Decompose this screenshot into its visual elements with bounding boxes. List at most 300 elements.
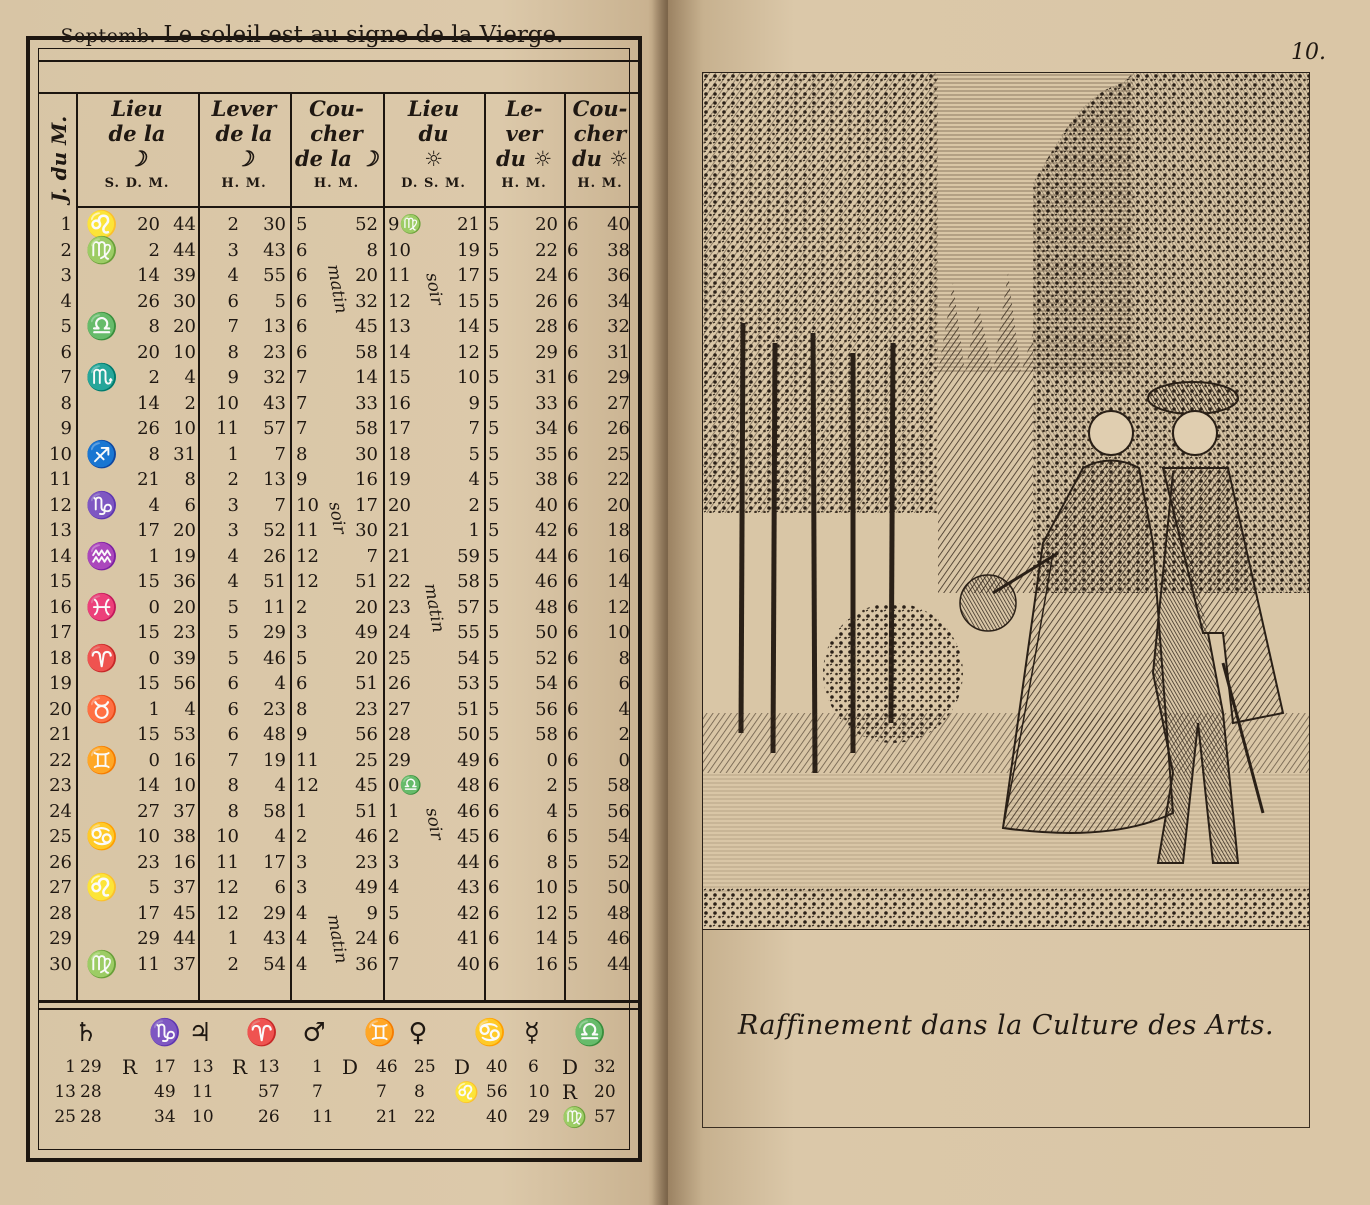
table-cell: 11: [263, 596, 286, 618]
table-cell: 18: [607, 520, 630, 541]
table-cell: 46: [457, 800, 480, 822]
table-cell: 48: [535, 596, 558, 618]
table-cell: 6: [488, 749, 500, 771]
column-unit-label: H. M.: [313, 176, 360, 191]
day-number: 9: [60, 418, 72, 439]
table-cell: 49: [355, 877, 378, 898]
table-cell: 30: [173, 290, 196, 312]
table-cell: 48: [457, 775, 480, 796]
table-cell: 9: [366, 902, 378, 924]
table-cell: [80, 773, 124, 799]
table-cell: 5: [488, 622, 500, 643]
table-cell: 17: [457, 265, 480, 286]
table-cell: 59: [457, 545, 480, 567]
table-cell: [80, 340, 124, 366]
table-cell: 56: [607, 800, 630, 822]
table-cell: 19: [388, 469, 411, 490]
table-cell: 6: [388, 928, 400, 949]
table-cell: 34: [535, 418, 558, 439]
table-cell: 6: [488, 826, 500, 847]
planet-cell: 8: [414, 1082, 425, 1102]
planet-cell: 10: [528, 1082, 550, 1102]
table-cell: 17: [355, 494, 378, 516]
table-cell: 6: [567, 290, 579, 312]
table-cell: 31: [535, 367, 558, 388]
day-number: 15: [49, 571, 72, 592]
table-cell: 24: [388, 622, 411, 643]
table-cell: 5: [488, 341, 500, 363]
table-cell: 7: [296, 367, 308, 388]
table-cell: 44: [173, 928, 196, 949]
table-cell: 58: [355, 341, 378, 363]
table-cell: 6: [567, 239, 579, 261]
table-cell: 12: [388, 290, 411, 312]
table-cell: 17: [137, 520, 160, 541]
table-cell: 5: [296, 214, 308, 235]
table-cell: 25: [607, 443, 630, 465]
table-cell: 3: [296, 622, 308, 643]
column-header-line: Lieu: [407, 96, 460, 121]
table-cell: 6: [296, 290, 308, 312]
table-cell: 20: [173, 520, 196, 541]
table-cell: 5: [567, 902, 579, 924]
table-cell: 42: [535, 520, 558, 541]
table-cell: 45: [355, 316, 378, 337]
table-cell: 8: [296, 698, 308, 720]
table-cell: 4: [274, 775, 286, 796]
table-cell: 2: [296, 596, 308, 618]
table-cell: 7: [388, 953, 400, 975]
table-cell: 46: [535, 571, 558, 592]
table-cell: 40: [535, 494, 558, 516]
table-cell: 0: [618, 749, 630, 771]
table-cell: 4: [546, 800, 558, 822]
table-cell: 32: [355, 290, 378, 312]
table-cell: ♒: [85, 541, 119, 572]
table-cell: 5: [488, 265, 500, 286]
day-number: 11: [49, 469, 72, 490]
table-cell: 27: [388, 698, 411, 720]
table-cell: 31: [173, 443, 196, 465]
table-cell: 8: [546, 851, 558, 873]
table-cell: 5: [488, 571, 500, 592]
table-cell: 53: [173, 724, 196, 745]
table-cell: 1: [148, 698, 160, 720]
table-cell: 36: [607, 265, 630, 286]
table-cell: 52: [535, 647, 558, 669]
planet-cell: R: [562, 1080, 578, 1104]
day-number: 20: [49, 698, 72, 720]
table-cell: 54: [457, 647, 480, 669]
page-number: 10.: [1291, 40, 1326, 65]
planet-cell: 6: [528, 1057, 539, 1077]
table-cell: 21: [388, 520, 411, 541]
table-cell: 1: [148, 545, 160, 567]
table-cell: 6: [567, 469, 579, 490]
day-number: 2: [60, 239, 72, 261]
table-cell: 5: [488, 443, 500, 465]
table-cell: 41: [457, 928, 480, 949]
table-cell: 20: [388, 494, 411, 516]
table-cell: 26: [607, 418, 630, 439]
table-cell: 1: [296, 800, 308, 822]
table-cell: 12: [296, 545, 319, 567]
time-of-day-annotation: matin: [322, 912, 351, 966]
table-cell: 2: [227, 469, 239, 490]
table-cell: 2: [227, 214, 239, 235]
table-cell: 0: [546, 749, 558, 771]
table-cell: ♌: [85, 873, 119, 903]
column-unit-label: S. D. M.: [104, 176, 170, 191]
table-cell: 9: [296, 469, 308, 490]
table-cell: 15: [457, 290, 480, 312]
table-cell: 14: [535, 928, 558, 949]
table-cell: ♎: [85, 312, 119, 342]
table-cell: 27: [137, 800, 160, 822]
column-divider: [484, 92, 486, 1000]
table-cell: 44: [173, 214, 196, 235]
table-cell: 7: [366, 545, 378, 567]
table-cell: 52: [607, 851, 630, 873]
table-cell: 6: [488, 928, 500, 949]
column-header-line: du ☼: [495, 146, 553, 171]
table-cell: 6: [488, 953, 500, 975]
table-cell: 5: [488, 698, 500, 720]
day-number: 13: [49, 520, 72, 541]
table-cell: 39: [173, 265, 196, 286]
table-cell: 6: [567, 520, 579, 541]
table-cell: 7: [468, 418, 480, 439]
table-cell: 16: [607, 545, 630, 567]
table-cell: 20: [137, 341, 160, 363]
column-header-line: cher: [573, 121, 627, 146]
table-cell: 29: [535, 341, 558, 363]
table-cell: 29: [388, 749, 411, 771]
table-cell: 56: [535, 698, 558, 720]
column-divider: [76, 92, 78, 1000]
planet-symbol: ♃: [188, 1018, 212, 1048]
day-number: 30: [49, 953, 72, 975]
table-cell: 26: [137, 290, 160, 312]
table-cell: 5: [488, 724, 500, 745]
table-cell: 5: [488, 469, 500, 490]
table-cell: 15: [137, 571, 160, 592]
table-cell: ♌: [85, 210, 119, 240]
table-cell: 5: [274, 290, 286, 312]
planet-cell: 28: [80, 1107, 102, 1127]
table-cell: 29: [607, 367, 630, 388]
table-cell: 18: [388, 443, 411, 465]
table-cell: 23: [137, 851, 160, 873]
table-cell: 10: [216, 826, 239, 847]
planet-cell: 46: [376, 1057, 398, 1077]
table-cell: 28: [535, 316, 558, 337]
table-cell: 54: [535, 673, 558, 694]
table-cell: [80, 671, 124, 697]
planet-cell: 29: [528, 1107, 550, 1127]
table-cell: 9: [468, 392, 480, 414]
table-cell: 6: [296, 316, 308, 337]
planet-cell: 34: [154, 1107, 176, 1127]
zodiac-sentence: Le soleil est au signe de la Vierge.: [163, 22, 564, 48]
table-cell: 22: [607, 469, 630, 490]
time-of-day-annotation: soir: [323, 500, 350, 537]
table-cell: 5: [148, 877, 160, 898]
table-cell: 1: [388, 800, 400, 822]
table-cell: 10: [173, 418, 196, 439]
table-cell: 2: [296, 826, 308, 847]
table-cell: 21: [137, 469, 160, 490]
table-cell: 6: [227, 290, 239, 312]
table-cell: 20: [355, 596, 378, 618]
table-cell: 6: [567, 392, 579, 414]
day-number: 29: [49, 928, 72, 949]
table-cell: ♑: [85, 490, 119, 521]
table-cell: 5: [488, 290, 500, 312]
table-cell: 45: [457, 826, 480, 847]
planet-cell: 25: [54, 1107, 76, 1127]
table-cell: 31: [607, 341, 630, 363]
table-cell: 26: [388, 673, 411, 694]
table-cell: 5: [567, 851, 579, 873]
table-cell: 10: [173, 341, 196, 363]
table-cell: 39: [173, 647, 196, 669]
table-cell: 11: [296, 749, 319, 771]
planet-cell: 25: [414, 1057, 436, 1077]
table-cell: 5: [488, 647, 500, 669]
table-cell: 3: [227, 520, 239, 541]
table-cell: 8: [366, 239, 378, 261]
table-cell: 8: [227, 800, 239, 822]
table-cell: 15: [388, 367, 411, 388]
table-cell: 58: [535, 724, 558, 745]
table-cell: 22: [535, 239, 558, 261]
table-cell: 5: [488, 392, 500, 414]
table-cell: 7: [274, 443, 286, 465]
table-cell: 57: [457, 596, 480, 618]
table-cell: 9: [227, 367, 239, 388]
table-cell: 8: [227, 341, 239, 363]
planet-symbol: ☿: [524, 1018, 540, 1048]
table-cell: 24: [535, 265, 558, 286]
table-cell: 5: [488, 494, 500, 516]
table-cell: 35: [535, 443, 558, 465]
table-cell: 44: [173, 239, 196, 261]
table-cell: 33: [355, 392, 378, 414]
planet-cell: 17: [154, 1057, 176, 1077]
table-cell: 51: [263, 571, 286, 592]
table-cell: 2: [388, 826, 400, 847]
table-cell: [80, 722, 124, 748]
column-header-line: de la ☽: [294, 146, 379, 171]
table-cell: 4: [227, 265, 239, 286]
table-cell: 2: [148, 239, 160, 261]
time-of-day-annotation: matin: [419, 581, 448, 634]
day-number: 17: [49, 622, 72, 643]
day-number: 7: [60, 367, 72, 388]
table-cell: 58: [607, 775, 630, 796]
table-cell: 14: [355, 367, 378, 388]
table-cell: 6: [227, 724, 239, 745]
table-cell: 6: [567, 265, 579, 286]
table-bottom-rule-inner: [38, 1008, 638, 1010]
table-cell: 20: [355, 647, 378, 669]
day-number: 21: [49, 724, 72, 745]
table-cell: 20: [535, 214, 558, 235]
column-header-line: ☼: [424, 146, 443, 171]
table-cell: 6: [567, 622, 579, 643]
table-cell: 2: [227, 953, 239, 975]
table-cell: 52: [355, 214, 378, 235]
table-cell: 44: [457, 851, 480, 873]
planet-cell: 49: [154, 1082, 176, 1102]
table-cell: 53: [457, 673, 480, 694]
table-cell: 1: [468, 520, 480, 541]
table-cell: 5: [227, 647, 239, 669]
table-cell: 14: [137, 392, 160, 414]
plate-caption: Raffinement dans la Culture des Arts.: [737, 1010, 1275, 1041]
table-cell: 6: [488, 775, 500, 796]
planet-cell: 11: [192, 1082, 214, 1102]
planet-cell: 56: [486, 1082, 508, 1102]
table-cell: 48: [607, 902, 630, 924]
table-cell: 7: [227, 749, 239, 771]
table-cell: 43: [263, 239, 286, 261]
table-cell: 26: [137, 418, 160, 439]
table-cell: 8: [618, 647, 630, 669]
table-cell: ♏: [85, 363, 119, 393]
table-cell: 2: [184, 392, 196, 414]
table-cell: 46: [355, 826, 378, 847]
day-number: 25: [49, 826, 72, 847]
table-cell: 21: [457, 214, 480, 235]
table-cell: 10: [173, 775, 196, 796]
table-cell: 6: [567, 673, 579, 694]
table-cell: 5: [468, 443, 480, 465]
table-cell: 58: [457, 571, 480, 592]
table-cell: 8: [148, 443, 160, 465]
table-cell: 12: [296, 775, 319, 796]
table-cell: 56: [355, 724, 378, 745]
table-cell: 2: [546, 775, 558, 796]
planet-cell: R: [122, 1055, 138, 1079]
table-cell: 0: [148, 596, 160, 618]
table-cell: 13: [388, 316, 411, 337]
table-cell: 4: [388, 877, 400, 898]
table-cell: 58: [263, 800, 286, 822]
table-cell: 9♍: [388, 214, 422, 235]
table-cell: 43: [457, 877, 480, 898]
table-cell: 52: [263, 520, 286, 541]
planet-cell: 26: [258, 1107, 280, 1127]
planet-symbol: ♋: [473, 1018, 507, 1048]
table-cell: ♉: [85, 694, 119, 725]
table-cell: 4: [184, 367, 196, 388]
table-cell: 6: [567, 749, 579, 771]
planet-cell: 7: [376, 1082, 387, 1102]
table-cell: [80, 391, 124, 417]
table-cell: 6: [296, 673, 308, 694]
planet-cell: 40: [486, 1057, 508, 1077]
column-header-line: ☽: [234, 146, 254, 171]
table-cell: 11: [216, 418, 239, 439]
table-cell: 4: [296, 953, 308, 975]
month-label: Septemb.: [60, 25, 157, 47]
table-cell: ♍: [85, 235, 119, 266]
table-cell: 10: [137, 826, 160, 847]
column-header-line: Cou-: [572, 96, 628, 121]
table-cell: 58: [355, 418, 378, 439]
table-cell: 3: [296, 851, 308, 873]
table-cell: 6: [567, 214, 579, 235]
table-cell: 5: [488, 520, 500, 541]
planet-symbol: ♄: [74, 1018, 98, 1048]
table-cell: 6: [296, 341, 308, 363]
table-cell: 48: [263, 724, 286, 745]
day-number: 1: [60, 214, 72, 235]
table-cell: 30: [355, 443, 378, 465]
planet-cell: 13: [192, 1057, 214, 1077]
planet-cell: 7: [312, 1082, 323, 1102]
day-number: 6: [60, 341, 72, 363]
table-cell: 25: [355, 749, 378, 771]
column-unit-label: H. M.: [577, 176, 623, 191]
table-cell: 9: [296, 724, 308, 745]
planet-cell: 32: [594, 1057, 616, 1077]
table-cell: 11: [216, 851, 239, 873]
table-cell: 17: [388, 418, 411, 439]
table-cell: 34: [607, 290, 630, 312]
table-cell: 32: [263, 367, 286, 388]
planet-cell: ♌: [454, 1080, 479, 1104]
table-cell: 0♎: [388, 775, 422, 796]
planet-cell: 40: [486, 1107, 508, 1127]
column-header-line: du ☼: [571, 146, 629, 171]
table-cell: 44: [607, 953, 630, 975]
table-cell: 6: [227, 698, 239, 720]
table-cell: 6: [227, 673, 239, 694]
column-unit-label: H. M.: [221, 176, 267, 191]
table-cell: 2: [618, 724, 630, 745]
table-cell: [80, 263, 124, 289]
table-cell: 6: [567, 571, 579, 592]
table-cell: [80, 289, 124, 315]
table-cell: 26: [535, 290, 558, 312]
table-cell: 51: [457, 698, 480, 720]
day-number: 24: [49, 800, 72, 822]
table-cell: 5: [567, 877, 579, 898]
planet-cell: 11: [312, 1107, 334, 1127]
planet-cell: 1: [65, 1057, 76, 1077]
table-cell: 5: [227, 596, 239, 618]
table-cell: 6: [567, 316, 579, 337]
table-cell: 6: [567, 647, 579, 669]
foreground-hedge: [703, 888, 1309, 929]
table-cell: 5: [567, 953, 579, 975]
planet-cell: 1: [312, 1057, 323, 1077]
table-cell: 20: [173, 596, 196, 618]
day-number: 12: [49, 494, 72, 516]
column-header-line: cher: [310, 121, 363, 146]
table-cell: 6: [567, 698, 579, 720]
planet-cell: 57: [258, 1082, 280, 1102]
planet-cell: 57: [594, 1107, 616, 1127]
column-unit-label: H. M.: [501, 176, 547, 191]
planet-cell: D: [454, 1055, 471, 1079]
planet-cell: R: [232, 1055, 248, 1079]
table-cell: 4: [227, 571, 239, 592]
table-cell: [80, 518, 124, 544]
